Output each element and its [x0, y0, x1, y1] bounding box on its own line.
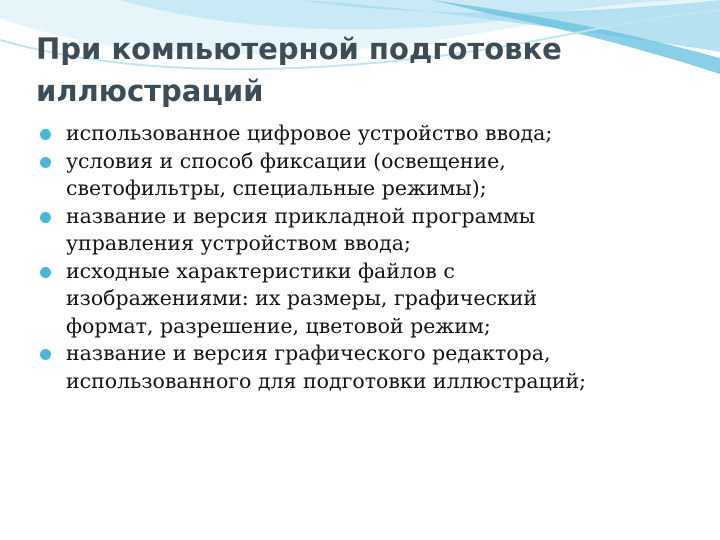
bullet-text: использованного для подготовки иллюстраций; — [66, 368, 587, 393]
bullet-text: использованное цифровое устройство ввода; — [66, 121, 553, 145]
bullet-text: управления устройством ввода; — [66, 231, 411, 255]
bullet-text: название и версия графического редактора, — [66, 341, 551, 365]
bullet-item-file-characteristics — [38, 258, 688, 341]
bullet-dot-icon — [40, 349, 51, 360]
bullet-text: изображениями: их размеры, графический — [66, 286, 538, 310]
bullet-list — [38, 120, 688, 395]
bullet-item-input-device — [38, 120, 688, 148]
title-line-1: При компьютерной подготовке — [36, 32, 562, 66]
bullet-dot-icon — [40, 212, 51, 223]
slide-title — [36, 28, 676, 112]
bullet-text: светофильтры, специальные режимы); — [66, 176, 487, 200]
bullet-item-capture-conditions — [38, 148, 688, 203]
bullet-dot-icon — [40, 157, 51, 168]
bullet-dot-icon — [40, 267, 51, 278]
bullet-text: исходные характеристики файлов с — [66, 258, 455, 283]
bullet-item-editor-version — [38, 340, 688, 395]
bullet-dot-icon — [40, 129, 51, 140]
bullet-text: условия и способ фиксации (освещение, — [66, 148, 506, 173]
bullet-text: название и версия прикладной программы — [66, 203, 536, 228]
title-line-2: иллюстраций — [36, 74, 264, 108]
bullet-text: формат, разрешение, цветовой режим; — [66, 313, 491, 338]
bullet-item-program-version — [38, 203, 688, 258]
